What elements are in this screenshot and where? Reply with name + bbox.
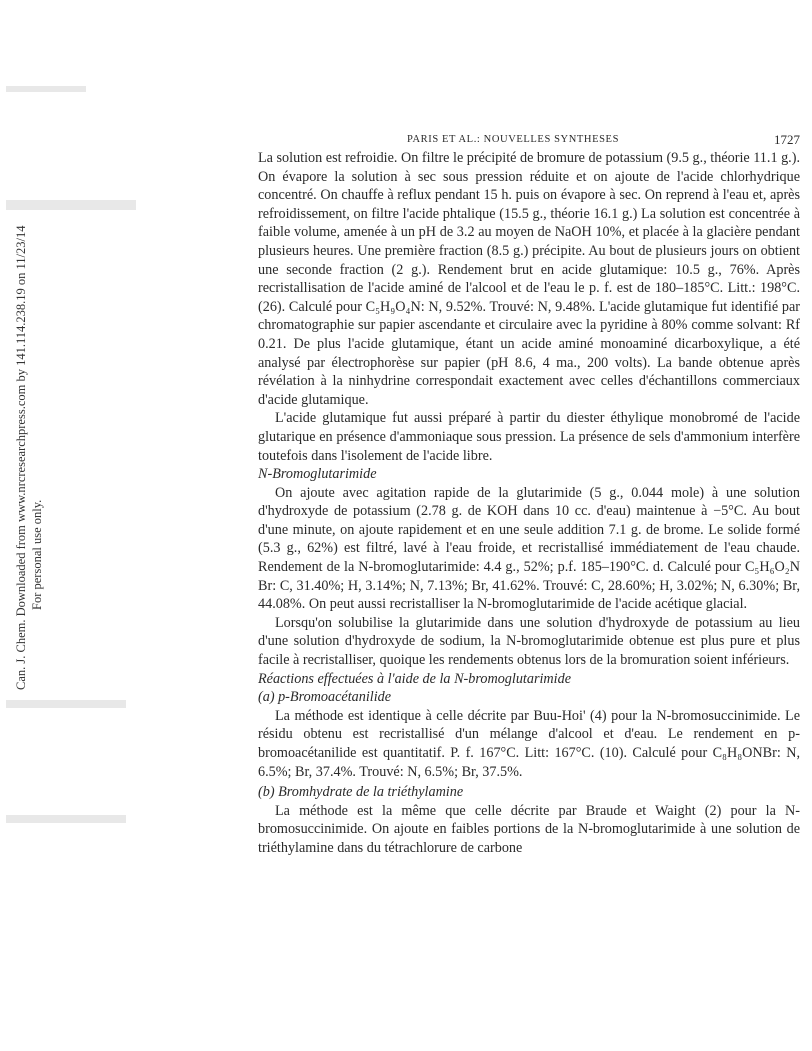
paragraph: On ajoute avec agitation rapide de la glutarimide (5 g., 0.044 mole) à une solution d'hydroxyde de potassium (2.78 g. de KOH dans 10 cc. d'eau) maintenue à −5°C. Au bout d'une minute, on ajoute rapidement et en une seule addition 7.1 g. de brome. Le solide formé (5.3 g., 62%) est filtré, lavé à l'eau froide, et recristallisé immédiatement de l'eau chaude. Rendement de la N-bromoglutarimide: 4.4 g., 52%; p.f. 185–190°C. d. Calculé pour C₅H₆O₂N Br: C, 31.40%; H, 3.14%; N, 7.13%; Br, 41.62%. Trouvé: C, 28.60%; H, 3.02%; N, 6.30%; Br, 44.08%. On peut aussi recristalliser la N-bromoglutarimide de l'acide acétique glacial. <box>258 484 800 613</box>
page-number: 1727 <box>774 132 800 147</box>
paragraph: La méthode est identique à celle décrite par Buu-Hoi' (4) pour la N-bromosuccinimide. Le résidu obtenu est recristallisé d'un mélange d'alcool et d'eau. Le rendement en p-bromoacétanilide est quantitatif. P. f. 167°C. Litt: 167°C. (10). Calculé pour C₈H₈ONBr: N, 6.5%; Br, 37.4%. Trouvé: N, 6.5%; Br, 37.5%. <box>258 707 800 780</box>
subsection-heading: (a) p-Bromoacétanilide <box>258 689 392 706</box>
running-title: PARIS ET AL.: NOUVELLES SYNTHESES <box>406 134 620 145</box>
section-heading: N-Bromoglutarimide <box>258 466 377 483</box>
scan-artifact <box>6 700 126 708</box>
scan-artifact <box>6 86 86 92</box>
paragraph: Lorsqu'on solubilise la glutarimide dans une solution d'hydroxyde de potassium au lieu d'une solution d'hydroxyde de sodium, la N-bromoglutarimide obtenue est plus pure et plus facile à recristalliser, quoique les rendements obtenus lors de la bromuration soient inférieurs. <box>258 614 800 669</box>
page-header <box>258 130 800 150</box>
scan-artifact <box>6 200 136 210</box>
download-notice-source: Can. J. Chem. Downloaded from www.nrcresearchpress.com by 141.114.238.19 on 11/23/14 <box>14 225 28 690</box>
download-notice <box>2 225 60 690</box>
paragraph: La méthode est la même que celle décrite par Braude et Waight (2) pour la N-bromosuccinimide. On ajoute en faibles portions de la N-bromoglutarimide à une solution de triéthylamine dans du tétrachlorure de carbone <box>258 802 800 856</box>
paragraph: La solution est refroidie. On filtre le précipité de bromure de potassium (9.5 g., théorie 11.1 g.). On évapore la solution à sec sous pression réduite et on ajoute de l'acide chlorhydrique concentré. On chauffe à reflux pendant 15 h. puis on évapore à sec. On reprend à l'eau et, après refroidissement, on filtre l'acide phtalique (15.5 g., théorie 16.1 g.) La solution est concentrée à faible volume, amenée à un pH de 3.2 au moyen de NaOH 10%, et placée à la glacière pendant plusieurs heures. Une première fraction (8.5 g.) précipite. Au bout de plusieurs jours on obtient une seconde fraction (2 g.). Rendement brut en acide glutamique: 10.5 g., 76%. Après recristallisation de l'acide aminé de l'alcool et de l'eau le p. f. est de 180–185°C. Litt.: 198°C. (26). Calculé pour C₅H₉O₄N: N, 9.52%. Trouvé: N, 9.48%. L'acide glutamique fut identifié par chromatographie sur papier ascendante et circulaire avec la pyridine à 80% comme solvant: Rf 0.21. De plus l'acide glutamique, étant un acide aminé monoaminé dicarboxylique, a été analysé par électrophorèse sur papier (pH 8.6, 4 ma., 200 volts). La bande obtenue après révélation à la ninhydrine correspondait exactement avec celles d'échantillons commerciaux d'acide glutamique. <box>258 150 800 408</box>
section-heading: Réactions effectuées à l'aide de la N-bromoglutarimide <box>258 670 571 687</box>
article-body <box>258 149 800 858</box>
subsection-heading: (b) Bromhydrate de la triéthylamine <box>258 784 464 801</box>
scan-artifact <box>6 815 126 823</box>
download-notice-usage: For personal use only. <box>30 499 44 610</box>
paragraph: L'acide glutamique fut aussi préparé à partir du diester éthylique monobromé de l'acide glutarique en présence d'ammoniaque sous pression. La présence de sels d'ammonium interfère toutefois dans l'isolement de l'acide libre. <box>258 410 800 464</box>
